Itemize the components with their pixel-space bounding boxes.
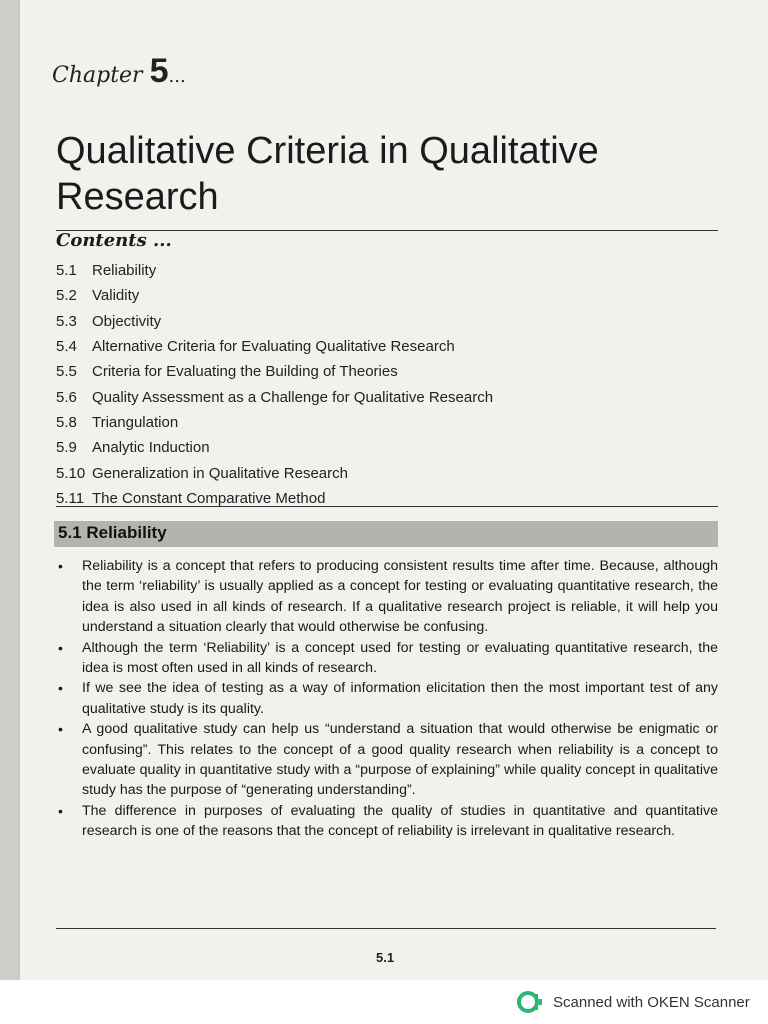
bullet-dot-icon: • [58, 558, 63, 574]
chapter-number: 5 [149, 52, 169, 90]
bullet-dot-icon: • [58, 802, 63, 819]
toc-item [56, 384, 716, 409]
toc-item [56, 460, 716, 485]
page-number: 5.1 [376, 950, 395, 965]
scanner-watermark [517, 990, 750, 1014]
section-heading: 5.1 Reliability [58, 523, 167, 542]
scanner-text: Scanned with OKEN Scanner [553, 993, 750, 1011]
toc-number: 5.1 [56, 262, 77, 280]
section-heading-bar [54, 521, 718, 547]
bullet-text: A good qualitative study can help us “understand a situation that would otherwise be enigmatic or confusing”. This relates to the concept of a good quality research when reliability is a concept to evaluate quality in quantitative study with a “purpose of explaining” while quality concept in qualitative study has the purpose of “generating understanding”. [82, 721, 718, 799]
toc-label: Alternative Criteria for Evaluating Qualitative Research [92, 338, 455, 356]
toc-label: Validity [92, 287, 140, 305]
toc-number: 5.8 [56, 413, 77, 431]
table-of-contents [56, 258, 716, 511]
chapter-label [52, 52, 186, 91]
footer-rule [56, 928, 716, 929]
toc-item [56, 435, 716, 460]
toc-number: 5.5 [56, 363, 77, 381]
bullet-text: Reliability is a concept that refers to producing consistent results time after time. Because, although the term ‘reliability’ is usually applied as a concept for testing or evaluating quantitative research, the idea is also used in all kinds of research. If a qualitative research project is reliable, it will help you understand a situation clearly that would otherwise be confusing. [82, 558, 718, 636]
bullet-item [56, 719, 718, 801]
oken-logo-icon [517, 990, 545, 1014]
toc-number: 5.2 [56, 287, 77, 305]
toc-label: Reliability [92, 262, 157, 280]
toc-item [56, 309, 716, 334]
contents-heading: Contents ... [56, 230, 172, 251]
toc-number: 5.6 [56, 388, 77, 406]
toc-number: 5.11 [56, 489, 85, 507]
contents-rule [56, 506, 718, 507]
toc-item [56, 283, 716, 308]
bullet-text: The difference in purposes of evaluating the quality of studies in quantitative and quantitative research is one of the reasons that the concept of reliability is irrelevant in qualitative research. [82, 802, 718, 840]
toc-label: The Constant Comparative Method [92, 489, 326, 507]
toc-label: Quality Assessment as a Challenge for Qualitative Research [92, 388, 494, 406]
toc-label: Triangulation [92, 413, 179, 431]
toc-item [56, 359, 716, 384]
bullet-dot-icon: • [58, 680, 63, 697]
chapter-word: Chapter [52, 63, 143, 88]
toc-item [56, 334, 716, 359]
toc-number: 5.3 [56, 312, 77, 330]
bullet-dot-icon: • [58, 639, 63, 656]
toc-item [56, 258, 716, 283]
bullet-item [56, 638, 718, 679]
toc-label: Criteria for Evaluating the Building of Theories [92, 363, 398, 381]
bullet-item [56, 801, 718, 842]
toc-label: Analytic Induction [92, 439, 210, 457]
chapter-title: Qualitative Criteria in Qualitative Research [56, 130, 599, 218]
chapter-dots: ... [168, 66, 186, 87]
toc-label: Objectivity [92, 312, 162, 330]
toc-number: 5.9 [56, 439, 77, 457]
toc-item [56, 486, 716, 511]
bullet-dot-icon: • [58, 721, 63, 738]
toc-number: 5.10 [56, 464, 86, 482]
toc-label: Generalization in Qualitative Research [92, 464, 348, 482]
bullet-item [56, 678, 718, 719]
toc-number: 5.4 [56, 338, 77, 356]
bullet-text: Although the term ‘Reliability’ is a concept used for testing or evaluating quantitative research, the idea is most often used in all kinds of research. [82, 639, 718, 677]
page-edge-shadow [0, 0, 18, 980]
toc-item [56, 410, 716, 435]
bullet-list [56, 556, 718, 842]
bullet-text: If we see the idea of testing as a way of information elicitation then the most important test of any qualitative study is its quality. [82, 680, 718, 717]
bullet-item [56, 556, 718, 638]
